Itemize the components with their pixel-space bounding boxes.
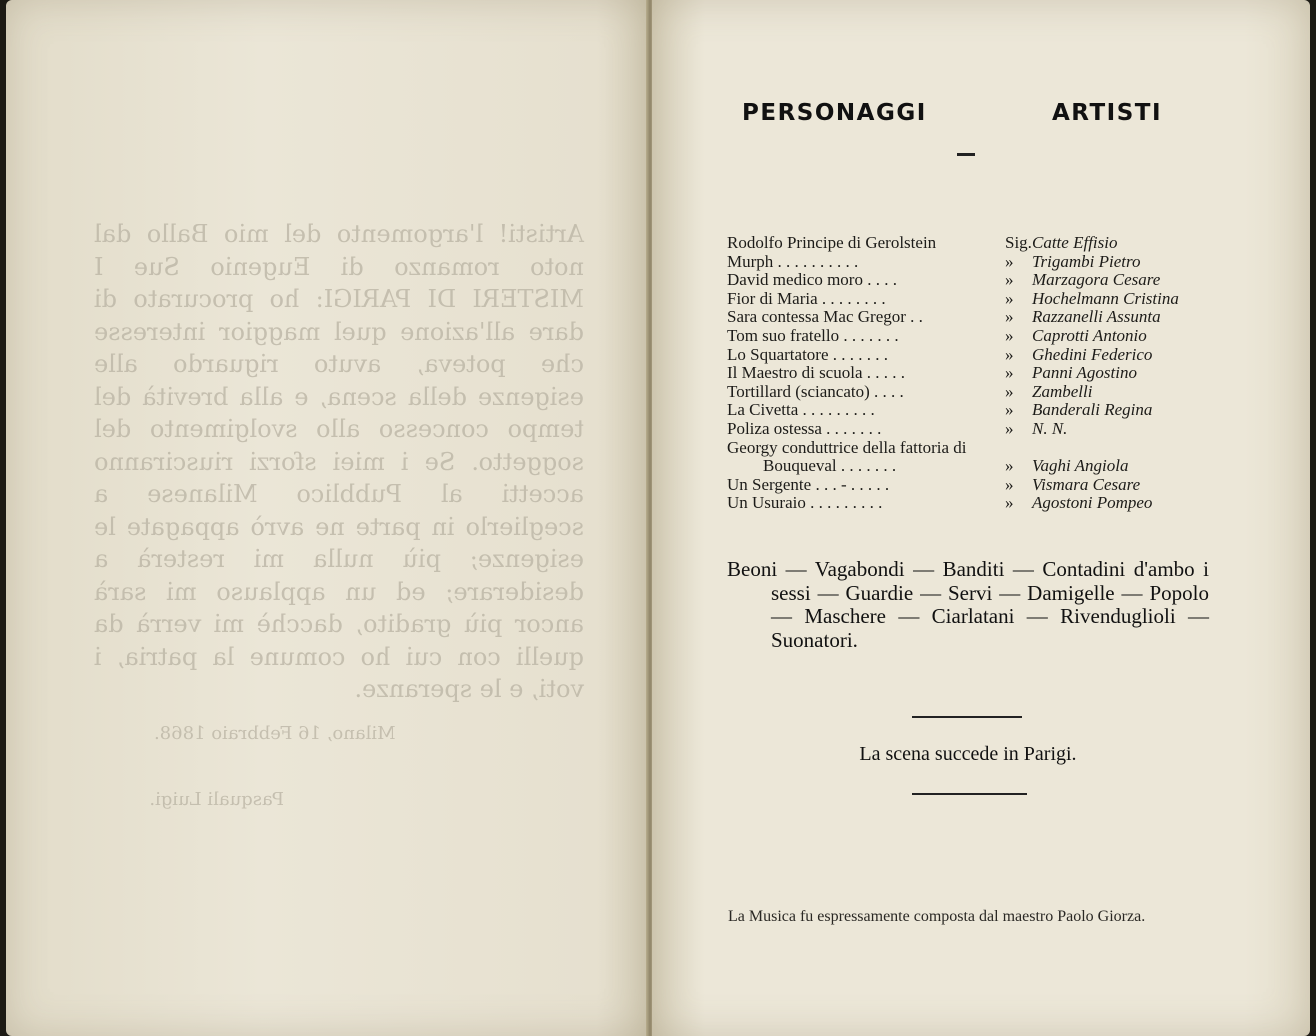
ghost-signature: Pasquali Luigi. (149, 789, 284, 810)
cast-row (727, 363, 1207, 382)
ditto-mark: » (1005, 418, 1014, 438)
artist-name: Vaghi Angiola (1032, 456, 1129, 476)
role-name: Rodolfo Principe di Gerolstein (727, 233, 937, 252)
artist-name: Panni Agostino (1032, 363, 1137, 383)
role-name: Un Usuraio . . . . . . . . . (727, 493, 883, 513)
ditto-mark: » (1005, 474, 1014, 494)
cast-row (727, 419, 1207, 438)
artist-name: Zambelli (1032, 381, 1093, 401)
header-dash (957, 153, 975, 156)
ditto-mark: » (1005, 493, 1014, 513)
role-name: David medico moro . . . . (727, 270, 897, 290)
cast-row (727, 456, 1207, 475)
role-name: Poliza ostessa . . . . . . . (727, 418, 882, 438)
ditto-mark: » (1005, 363, 1014, 383)
role-name: Tom suo fratello . . . . . . . (727, 325, 899, 345)
role-name: Tortillard (sciancato) . . . . (727, 381, 904, 401)
chorus-list (727, 558, 1209, 652)
ditto-mark: » (1005, 270, 1014, 290)
left-page (6, 0, 648, 1036)
ditto-mark: » (1005, 344, 1014, 364)
artist-name: Razzanelli Assunta (1032, 307, 1161, 327)
ghost-date: Milano, 16 Febbraio 1868. (154, 722, 396, 744)
cast-row (727, 438, 1207, 457)
artist-name: Vismara Cesare (1032, 474, 1141, 494)
artist-name: Banderali Regina (1032, 400, 1153, 420)
scene-note: La scena succede in Parigi. (859, 743, 1077, 765)
cast-row (727, 307, 1207, 326)
cast-row (727, 289, 1207, 308)
artist-name: N. N. (1032, 418, 1068, 438)
chorus-text: Beoni — Vagabondi — Banditi — Contadini d'ambo i sessi — Guardie — Servi — Damigelle — Popolo — Maschere — Ciarlatani — Rivenduglioli — Suonatori. (727, 557, 1209, 652)
ditto-mark: » (1005, 381, 1014, 401)
artist-name: Marzagora Cesare (1032, 270, 1161, 290)
cast-row (727, 233, 1207, 252)
artist-name: Catte Effisio (1032, 233, 1118, 252)
ditto-mark: » (1005, 307, 1014, 327)
right-page (652, 0, 1310, 1036)
cast-row (727, 326, 1207, 345)
cast-row (727, 382, 1207, 401)
artist-name: Hochelmann Cristina (1032, 288, 1179, 308)
ditto-mark: » (1005, 288, 1014, 308)
music-note (728, 905, 1206, 929)
role-name: Lo Squartatore . . . . . . . (727, 344, 888, 364)
artist-name: Trigambi Pietro (1032, 251, 1141, 271)
role-name: Fior di Maria . . . . . . . . (727, 288, 886, 308)
artist-name: Agostoni Pompeo (1032, 493, 1153, 513)
role-name: Sara contessa Mac Gregor . . (727, 307, 923, 327)
divider-top (912, 716, 1022, 718)
cast-row (727, 400, 1207, 419)
ghost-paragraph: Artisti! l'argomento del mio Ballo dal noto romanzo di Eugenio Sue I MISTERI DI PARIGI: ho procurato di dare all'azione quel maggior interesse che poteva, avuto riguardo alle esigenze della scena, e alla brevità del tempo concesso allo svolgimento del soggetto. Se i miei sforzi riusciranno accetti al Pubblico Milanese a sceglierlo in parte ne avrò appagate le esigenze; più nulla mi resterà a desiderare; ed un applauso mi sarà ancor più gradito, dacchè mi verrà da quelli con cui ho comune la patria, i voti, e le speranze. (94, 220, 584, 703)
artist-name: Ghedini Federico (1032, 344, 1153, 364)
role-name: Il Maestro di scuola . . . . . (727, 363, 905, 383)
cast-row (727, 270, 1207, 289)
artist-name: Caprotti Antonio (1032, 325, 1147, 345)
ditto-mark: » (1005, 400, 1014, 420)
ditto-mark: Sig. (1005, 233, 1032, 252)
bleed-through-text (94, 218, 584, 817)
cast-row (727, 345, 1207, 364)
ditto-mark: » (1005, 456, 1014, 476)
cast-row (727, 475, 1207, 494)
role-name: Un Sergente . . . - . . . . . (727, 474, 890, 494)
cast-row (727, 493, 1207, 512)
cast-list (727, 233, 1207, 512)
cast-row (727, 252, 1207, 271)
header-artisti: ARTISTI (1052, 100, 1163, 126)
role-name: Murph . . . . . . . . . . (727, 251, 859, 271)
role-name: Georgy conduttrice della fattoria di (727, 437, 967, 457)
music-note-text: La Musica fu espressamente composta dal maestro Paolo Giorza. (728, 908, 1146, 925)
header-personaggi: PERSONAGGI (742, 100, 927, 126)
role-name: La Civetta . . . . . . . . . (727, 400, 875, 420)
ditto-mark: » (1005, 251, 1014, 271)
divider-bottom (912, 793, 1027, 795)
ditto-mark: » (1005, 325, 1014, 345)
role-name: Bouqueval . . . . . . . (763, 456, 897, 476)
